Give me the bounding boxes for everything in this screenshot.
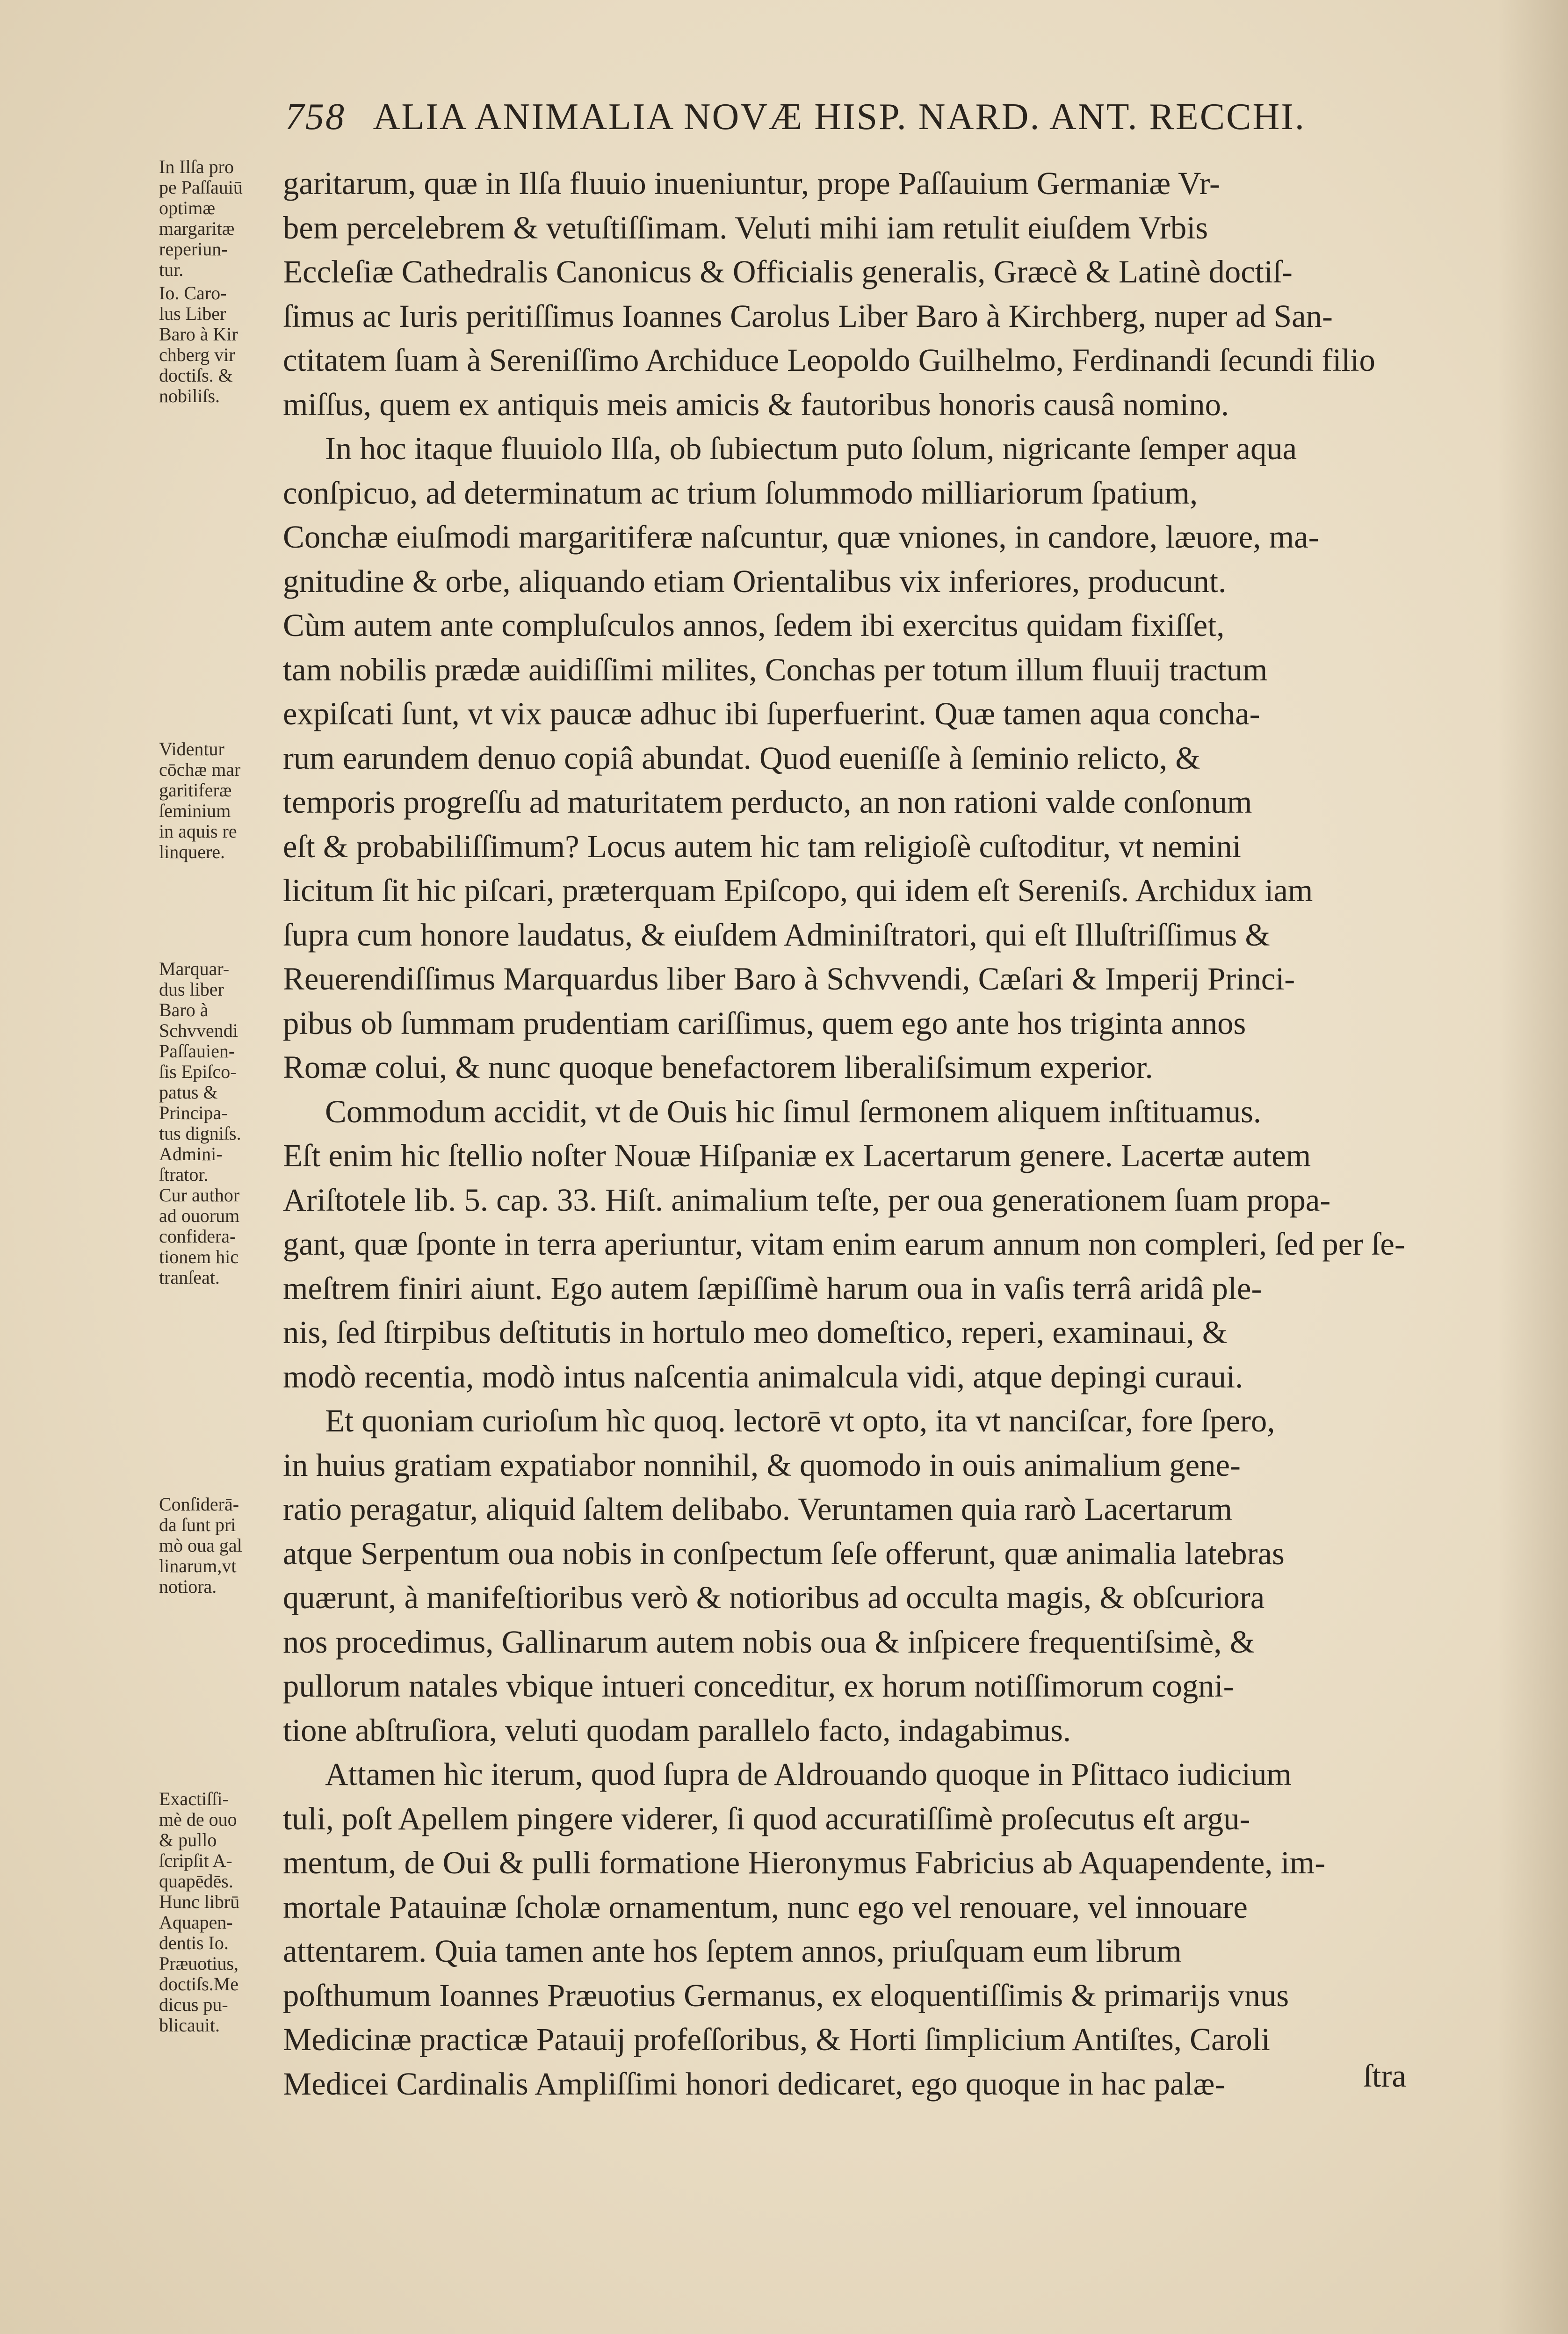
text-line: gnitudine & orbe, aliquando etiam Orientalibus vix inferiores, producunt. [283, 563, 1227, 599]
text-line: eſt & probabiliſſimum? Locus autem hic tam religioſè cuſtoditur, vt nemini [283, 828, 1241, 864]
margin-note-line: ſis Epiſco- [159, 1061, 237, 1082]
margin-note-line: In Ilſa pro [159, 156, 234, 177]
text-line: nis, ſed ſtirpibus deſtitutis in hortulo meo domeſtico, reperi, examinaui, & [283, 1315, 1228, 1350]
text-line: pibus ob ſummam prudentiam cariſſimus, quem ego ante hos triginta annos [283, 1005, 1246, 1041]
text-line: Et quoniam curioſum hìc quoq. lectorē vt opto, ita vt nanciſcar, fore ſpero, [325, 1403, 1275, 1438]
page-number: 758 [285, 96, 346, 137]
text-line: licitum ſit hic piſcari, præterquam Epiſcopo, qui idem eſt Sereniſs. Archidux iam [283, 873, 1313, 908]
margin-note-line: mè de ouo [159, 1809, 237, 1830]
text-line: ratio peragatur, aliquid ſaltem delibabo. Veruntamen quia rarò Lacertarum [283, 1491, 1232, 1527]
margin-note-line: in aquis re [159, 821, 237, 842]
text-line: Medicei Cardinalis Ampliſſimi honori dedicaret, ego quoque in hac palæ- [283, 2066, 1226, 2102]
text-line: conſpicuo, ad determinatum ac trium ſolummodo milliariorum ſpatium, [283, 475, 1198, 511]
margin-note-line: Cur author [159, 1185, 240, 1206]
text-line: tione abſtruſiora, veluti quodam parallelo facto, indagabimus. [283, 1712, 1071, 1748]
margin-note-line: Schvvendi [159, 1020, 238, 1041]
margin-note-line: dus liber [159, 979, 224, 1000]
margin-note-line: doctiſs.Me [159, 1973, 238, 1994]
margin-note-line: garitiferæ [159, 780, 232, 801]
margin-note-line: tus digniſs. [159, 1123, 241, 1144]
text-line: miſſus, quem ex antiquis meis amicis & fautoribus honoris causâ nomino. [283, 386, 1229, 422]
margin-note-line: Baro à [159, 999, 209, 1020]
running-title: ALIA ANIMALIA NOVÆ HISP. NARD. ANT. RECCHI. [373, 96, 1306, 137]
text-line: Attamen hìc iterum, quod ſupra de Aldrouando quoque in Pſittaco iudicium [325, 1756, 1292, 1792]
text-line: Commodum accidit, vt de Ouis hic ſimul ſermonem aliquem inſtituamus. [325, 1093, 1262, 1129]
margin-note [159, 157, 280, 280]
text-line: gant, quæ ſponte in terra aperiuntur, vitam enim earum annum non compleri, ſed per ſe- [283, 1226, 1405, 1262]
running-header [285, 96, 1446, 138]
margin-note-line: Exactiſſi- [159, 1788, 229, 1809]
catchword: ſtra [1363, 2058, 1406, 2094]
margin-note-line: dicus pu- [159, 1994, 228, 2015]
margin-note-line: ſcripſit A- [159, 1850, 232, 1871]
margin-note-line: da ſunt pri [159, 1514, 236, 1535]
margin-note [159, 283, 280, 406]
margin-note-line: & pullo [159, 1829, 217, 1850]
margin-note-line: confidera- [159, 1226, 236, 1247]
text-line: Conchæ eiuſmodi margaritiferæ naſcuntur, quæ vniones, in candore, læuore, ma- [283, 519, 1319, 555]
margin-note-line: Paſſauien- [159, 1041, 235, 1062]
margin-note-line: ſeminium [159, 800, 231, 821]
margin-note-line: Io. Caro- [159, 282, 227, 303]
margin-note-line: dentis Io. [159, 1932, 229, 1953]
margin-note-line: linarum,vt [159, 1555, 237, 1576]
margin-note-line: Videntur [159, 738, 224, 759]
text-line: mentum, de Oui & pulli formatione Hieronymus Fabricius ab Aquapendente, im- [283, 1845, 1326, 1880]
text-line: Reuerendiſſimus Marquardus liber Baro à Schvvendi, Cæſari & Imperij Princi- [283, 961, 1295, 997]
text-line: modò recentia, modò intus naſcentia animalcula vidi, atque depingi curaui. [283, 1358, 1243, 1395]
margin-note-line: Admini- [159, 1143, 223, 1164]
text-line: Eſt enim hic ſtellio noſter Nouæ Hiſpaniæ ex Lacertarum genere. Lacertæ autem [283, 1138, 1311, 1173]
margin-note [159, 739, 280, 862]
margin-note-line: tranſeat. [159, 1267, 220, 1288]
margin-note-line: Præuotius, [159, 1953, 239, 1974]
margin-note-line: linquere. [159, 841, 225, 862]
text-line: temporis progreſſu ad maturitatem perducto, an non rationi valde conſonum [283, 784, 1252, 820]
margin-note-line: Marquar- [159, 958, 230, 979]
margin-note-line: patus & [159, 1082, 218, 1103]
margin-note-line: doctiſs. & [159, 365, 233, 386]
margin-note-line: Baro à Kir [159, 324, 238, 345]
text-line: atque Serpentum oua nobis in conſpectum ſeſe offerunt, quæ animalia latebras [283, 1535, 1285, 1571]
text-line: quærunt, à manifeſtioribus verò & notioribus ad occulta magis, & obſcuriora [283, 1580, 1265, 1615]
margin-note-line: ſtrator. [159, 1164, 209, 1185]
margin-note-line: Conſiderā- [159, 1494, 239, 1515]
margin-note-line: blicauit. [159, 2015, 220, 2036]
text-line: attentarem. Quia tamen ante hos ſeptem annos, priuſquam eum librum [283, 1933, 1182, 1969]
text-line: meſtrem finiri aiunt. Ego autem ſæpiſſimè harum oua in vaſis terrâ aridâ ple- [283, 1270, 1262, 1306]
margin-note-line: ad ouorum [159, 1205, 240, 1226]
margin-note-line: reperiun- [159, 238, 228, 260]
spine-shadow [1498, 0, 1568, 2334]
margin-note-line: Aquapen- [159, 1912, 233, 1933]
text-line: expiſcati ſunt, vt vix paucæ adhuc ibi ſuperfuerint. Quæ tamen aqua concha- [283, 696, 1260, 731]
text-line: tuli, poſt Apellem pingere viderer, ſi quod accuratiſſimè proſecutus eſt argu- [283, 1800, 1250, 1836]
margin-note [159, 1494, 280, 1597]
main-text-block [283, 161, 1467, 2106]
text-line: garitarum, quæ in Ilſa fluuio inueniuntur, prope Paſſauium Germaniæ Vr- [283, 166, 1220, 201]
margin-note-line: lus Liber [159, 303, 226, 324]
text-line: In hoc itaque fluuiolo Ilſa, ob ſubiectum puto ſolum, nigricante ſemper aqua [325, 431, 1297, 466]
margin-note-line: chberg vir [159, 344, 235, 365]
text-line: ſimus ac Iuris peritiſſimus Ioannes Carolus Liber Baro à Kirchberg, nuper ad San- [283, 298, 1333, 334]
margin-note-line: quapēdēs. [159, 1871, 233, 1892]
margin-note-line: Hunc librū [159, 1891, 240, 1912]
text-line: rum earundem denuo copiâ abundat. Quod eueniſſe à ſeminio relicto, & [283, 740, 1200, 776]
margin-note [159, 959, 280, 1288]
margin-note-line: margaritæ [159, 218, 235, 239]
margin-note-line: notiora. [159, 1576, 217, 1597]
text-line: in huius gratiam expatiabor nonnihil, & quomodo in ouis animalium gene- [283, 1447, 1241, 1483]
text-line: ſupra cum honore laudatus, & eiuſdem Adminiſtratori, qui eſt Illuſtriſſimus & [283, 917, 1270, 953]
text-line: Medicinæ practicæ Patauij profeſſoribus, & Horti ſimplicium Antiſtes, Caroli [283, 2022, 1270, 2057]
margin-note-line: nobiliſs. [159, 385, 220, 406]
margin-note-line: mò oua gal [159, 1535, 242, 1556]
text-line: ctitatem ſuam à Sereniſſimo Archiduce Leopoldo Guilhelmo, Ferdinandi ſecundi filio [283, 342, 1375, 378]
text-line: nos procedimus, Gallinarum autem nobis oua & inſpicere frequentiſsimè, & [283, 1624, 1255, 1660]
margin-note-line: cōchæ mar [159, 759, 241, 780]
margin-note-line: optimæ [159, 197, 216, 218]
text-line: pullorum natales vbique intueri conceditur, ex horum notiſſimorum cogni- [283, 1668, 1234, 1704]
text-line: tam nobilis prædæ auidiſſimi milites, Conchas per totum illum fluuij tractum [283, 651, 1268, 687]
margin-note-line: pe Paſſauiū [159, 177, 243, 198]
text-line: bem percelebrem & vetuſtiſſimam. Veluti mihi iam retulit eiuſdem Vrbis [283, 210, 1208, 246]
text-line: mortale Patauinæ ſcholæ ornamentum, nunc ego vel renouare, vel innouare [283, 1889, 1248, 1925]
text-line: poſthumum Ioannes Præuotius Germanus, ex eloquentiſſimis & primarijs vnus [283, 1977, 1289, 2013]
text-line: Cùm autem ante compluſculos annos, ſedem ibi exercitus quidam fixiſſet, [283, 607, 1225, 643]
margin-note [159, 1789, 280, 2036]
margin-note-line: tionem hic [159, 1246, 238, 1267]
margin-note-line: Principa- [159, 1102, 228, 1123]
margin-note-line: tur. [159, 259, 184, 280]
text-line: Romæ colui, & nunc quoque benefactorem liberaliſsimum experior. [283, 1049, 1153, 1085]
text-line: Ariſtotele lib. 5. cap. 33. Hiſt. animalium teſte, per oua generationem ſuam propa- [283, 1182, 1331, 1218]
text-line: Eccleſiæ Cathedralis Canonicus & Officialis generalis, Græcè & Latinè doctiſ- [283, 254, 1293, 289]
